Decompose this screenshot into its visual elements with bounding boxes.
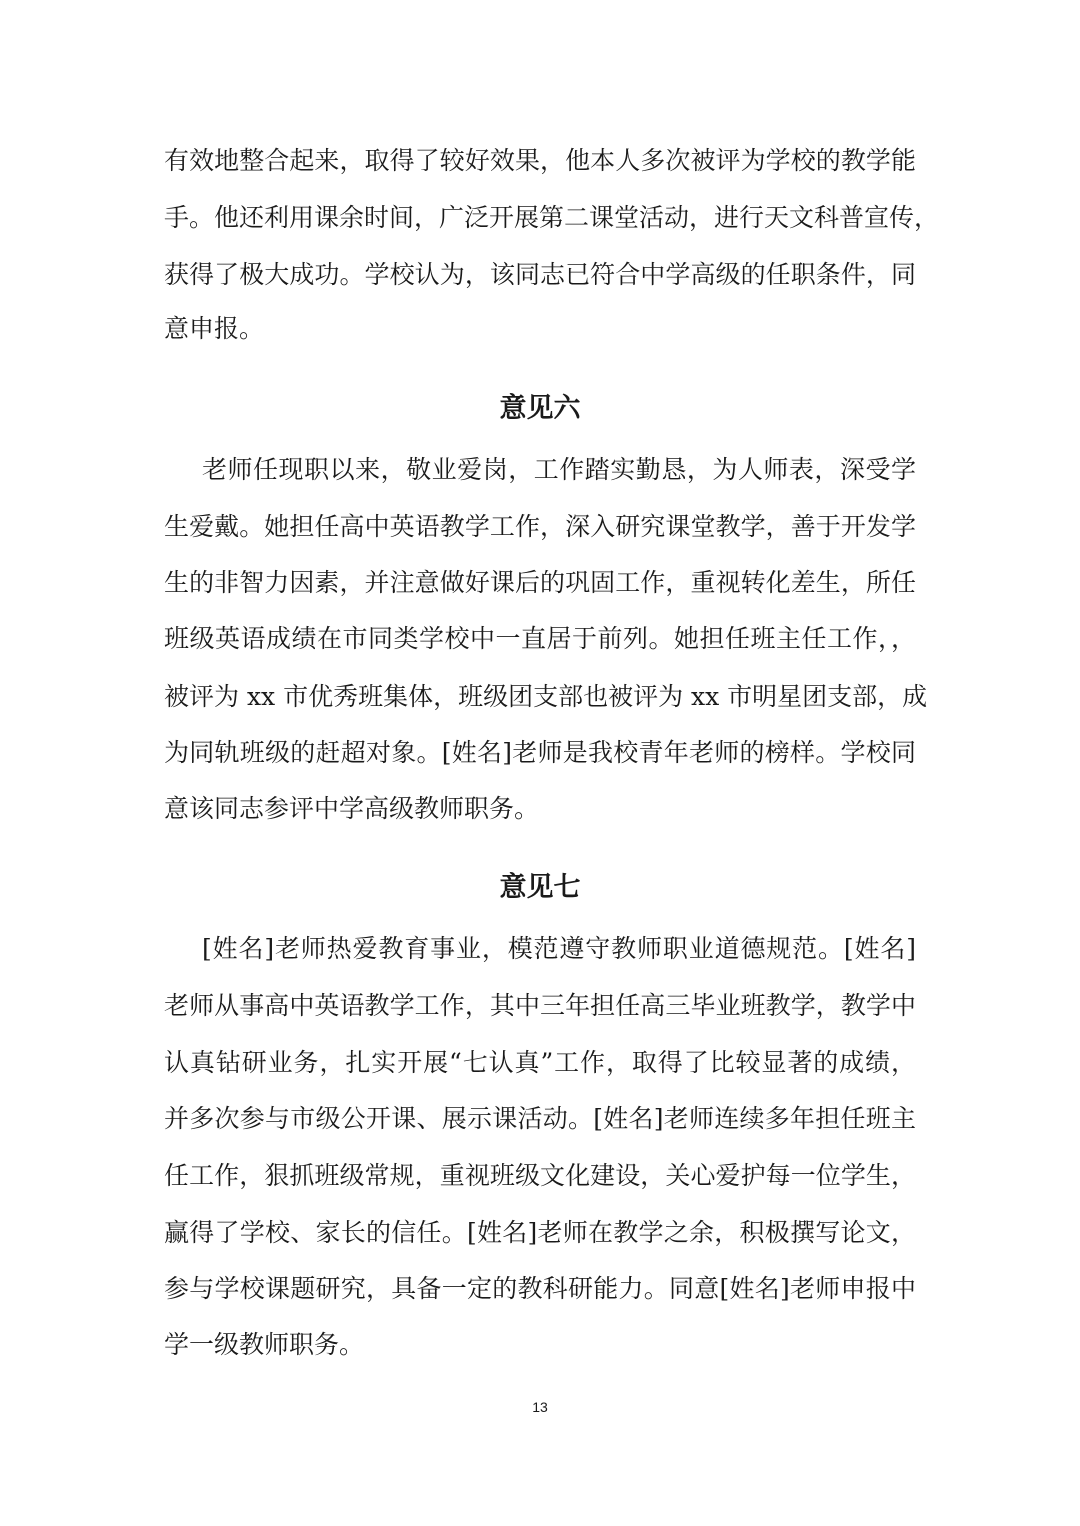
text-line: 意申报。 [164, 314, 265, 343]
page-number: 13 [532, 1399, 548, 1415]
text-line: 学一级教师职务。 [164, 1330, 365, 1359]
text-line: 获得了极大成功。学校认为，该同志已符合中学高级的任职条件，同 [164, 260, 916, 289]
section-heading-7: 意见七 [499, 872, 581, 903]
text-line: 认真钻研业务，扎实开展“七认真”工作，取得了比较显著的成绩， [164, 1048, 916, 1077]
text-line: 为同轨班级的赶超对象。[姓名]老师是我校青年老师的榜样。学校同 [164, 738, 916, 767]
section-heading-6: 意见六 [499, 393, 581, 424]
text-line: 老师任现职以来，敬业爱岗，工作踏实勤恳，为人师表，深受学 [202, 455, 916, 484]
text-line: 手。他还利用课余时间，广泛开展第二课堂活动，进行天文科普宣传， [164, 203, 940, 232]
text-line: 被评为 xx 市优秀班集体，班级团支部也被评为 xx 市明星团支部，成 [164, 682, 928, 711]
text-line: 班级英语成绩在市同类学校中一直居于前列。她担任班主任工作，， [164, 624, 916, 653]
text-line: 老师从事高中英语教学工作，其中三年担任高三毕业班教学，教学中 [164, 991, 916, 1020]
text-line: 赢得了学校、家长的信任。[姓名]老师在教学之余，积极撰写论文， [164, 1218, 916, 1247]
text-line: 生爱戴。她担任高中英语教学工作，深入研究课堂教学，善于开发学 [164, 512, 916, 541]
text-line: 生的非智力因素，并注意做好课后的巩固工作，重视转化差生，所任 [164, 568, 916, 597]
text-line: 参与学校课题研究，具备一定的教科研能力。同意[姓名]老师申报中 [164, 1274, 916, 1303]
text-line: 有效地整合起来，取得了较好效果，他本人多次被评为学校的教学能 [164, 146, 916, 175]
text-line: 意该同志参评中学高级教师职务。 [164, 794, 540, 823]
text-line: 并多次参与市级公开课、展示课活动。[姓名]老师连续多年担任班主 [164, 1104, 916, 1133]
text-line: [姓名]老师热爱教育事业，模范遵守教师职业道德规范。[姓名] [202, 934, 916, 963]
text-line: 任工作，狠抓班级常规，重视班级文化建设，关心爱护每一位学生， [164, 1161, 916, 1190]
